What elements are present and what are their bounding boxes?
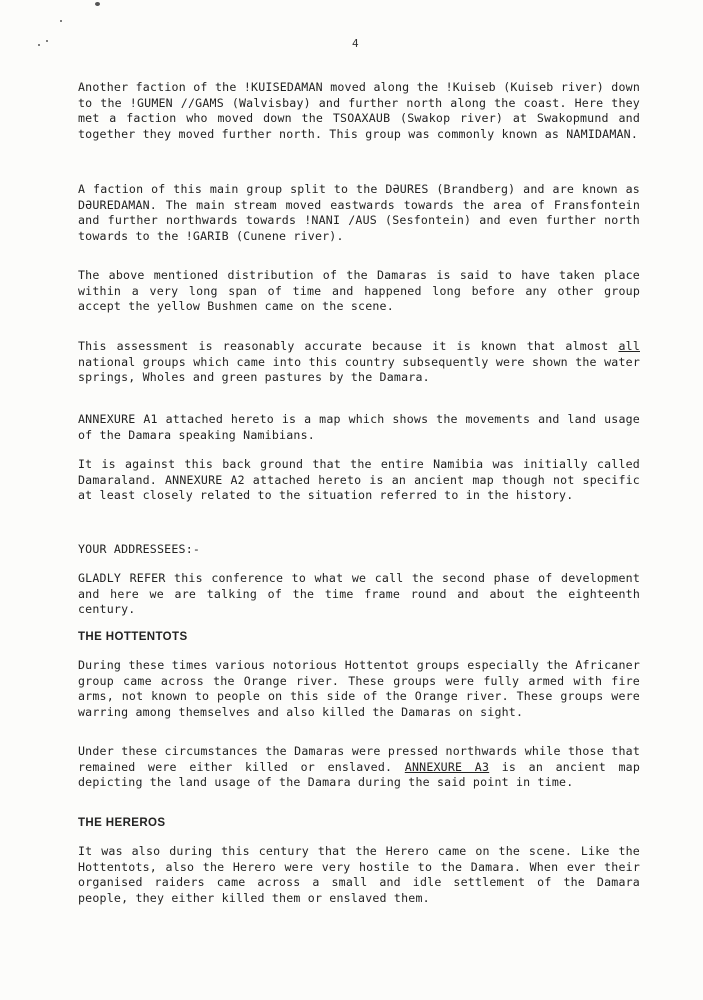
underlined-annexure-a3: ANNEXURE A3 bbox=[404, 759, 490, 774]
paragraph-second-phase: GLADLY REFER this conference to what we call the second phase of development and here we are talking of the time frame round and about the eighteenth century. bbox=[78, 571, 640, 616]
paragraph-annexure-a1: ANNEXURE A1 attached hereto is a map which shows the movements and land usage of the Damara speaking Namibians. bbox=[78, 412, 640, 442]
paragraph-hottentots: During these times various notorious Hottentot groups especially the Africaner group came across the Orange river. These groups were fully armed with fire arms, not known to people on this side of the Orange river. These groups were warring among themselves and also killed the Damaras on sight. bbox=[78, 658, 640, 719]
heading-hereros: THE HEREROS bbox=[78, 817, 166, 829]
page-number: 4 bbox=[352, 37, 359, 50]
scan-speck bbox=[46, 40, 48, 42]
paragraph-circumstances: Under these circumstances the Damaras were pressed northwards while those that remained were either killed or enslaved. ANNEXURE A3 is an ancient map depicting the land usage of the Damara during the said point in time. bbox=[78, 744, 641, 789]
paragraph-distribution: The above mentioned distribution of the Damaras is said to have taken place within a very long span of time and happened long before any other group accept the yellow Bushmen came on the scene. bbox=[78, 268, 640, 313]
paragraph-addressees: YOUR ADDRESSEES:- bbox=[78, 542, 201, 556]
paragraph-hereros: It was also during this century that the Herero came on the scene. Like the Hottentots, also the Herero were very hostile to the Damara. When ever their organised raiders came across a small and idle settlement of the Damara people, they either killed them or enslaved them. bbox=[78, 844, 640, 905]
paragraph-damaraland: It is against this back ground that the entire Namibia was initially called Damaraland. ANNEXURE A2 attached hereto is an ancient map though not specific at least closely related to the situation referred to in the history. bbox=[78, 457, 640, 502]
scan-speck bbox=[38, 44, 40, 46]
underlined-all: all bbox=[618, 339, 640, 353]
paragraph-assessment: This assessment is reasonably accurate because it is known that almost all national groups which came into this country subsequently were shown the water springs, Wholes and green pastures by the Damara. bbox=[78, 339, 640, 384]
scan-speck bbox=[95, 2, 100, 6]
paragraph-kuisedaman: Another faction of the !KUISEDAMAN moved along the !Kuiseb (Kuiseb river) down to the !GUMEN //GAMS (Walvisbay) and further north along the coast. Here they met a faction who moved down the TSOAXAUB (Swakop river) at Swakopmund and together they moved further north. This group was commonly known as NAMIDAMAN. bbox=[78, 80, 640, 141]
scan-speck bbox=[60, 20, 62, 22]
paragraph-dhaures: A faction of this main group split to the DƏURES (Brandberg) and are known as DƏUREDAMAN. The main stream moved eastwards towards the area of Fransfontein and further northwards towards !NANI /AUS (Sesfontein) and even further north towards to the !GARIB (Cunene river). bbox=[78, 182, 640, 243]
heading-hottentots: THE HOTTENTOTS bbox=[78, 631, 188, 643]
